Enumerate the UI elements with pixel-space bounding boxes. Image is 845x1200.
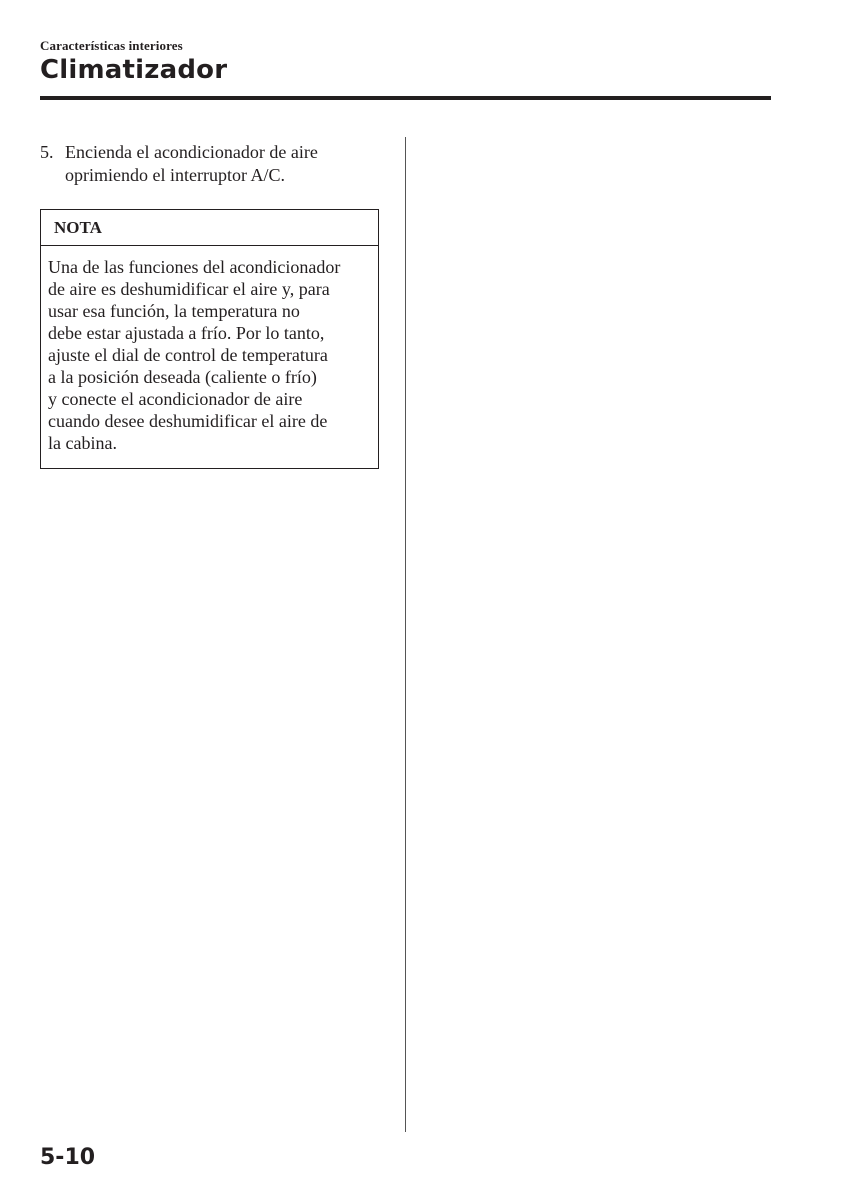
note-line: la cabina. bbox=[48, 433, 117, 453]
note-line: ajuste el dial de control de temperatura bbox=[48, 345, 328, 365]
page-number: 5-10 bbox=[40, 1145, 96, 1170]
title-rule bbox=[40, 96, 771, 100]
note-box bbox=[40, 209, 379, 469]
note-body bbox=[41, 246, 378, 454]
note-line: y conecte el acondicionador de aire bbox=[48, 389, 303, 409]
section-label: Características interiores bbox=[40, 38, 183, 53]
note-line: Una de las funciones del acondicionador bbox=[48, 257, 341, 277]
note-line: de aire es deshumidificar el aire y, para bbox=[48, 279, 330, 299]
note-heading: NOTA bbox=[41, 210, 378, 246]
note-line: cuando desee deshumidificar el aire de bbox=[48, 411, 328, 431]
step-number: 5. bbox=[40, 142, 54, 162]
page-title: Climatizador bbox=[40, 55, 228, 85]
column-divider bbox=[405, 137, 406, 1132]
step-text: Encienda el acondicionador de aire oprimiendo el interruptor A/C. bbox=[65, 142, 318, 185]
note-line: usar esa función, la temperatura no bbox=[48, 301, 300, 321]
note-line: debe estar ajustada a frío. Por lo tanto, bbox=[48, 323, 325, 343]
note-line: a la posición deseada (caliente o frío) bbox=[48, 367, 317, 387]
step-item bbox=[40, 141, 385, 187]
